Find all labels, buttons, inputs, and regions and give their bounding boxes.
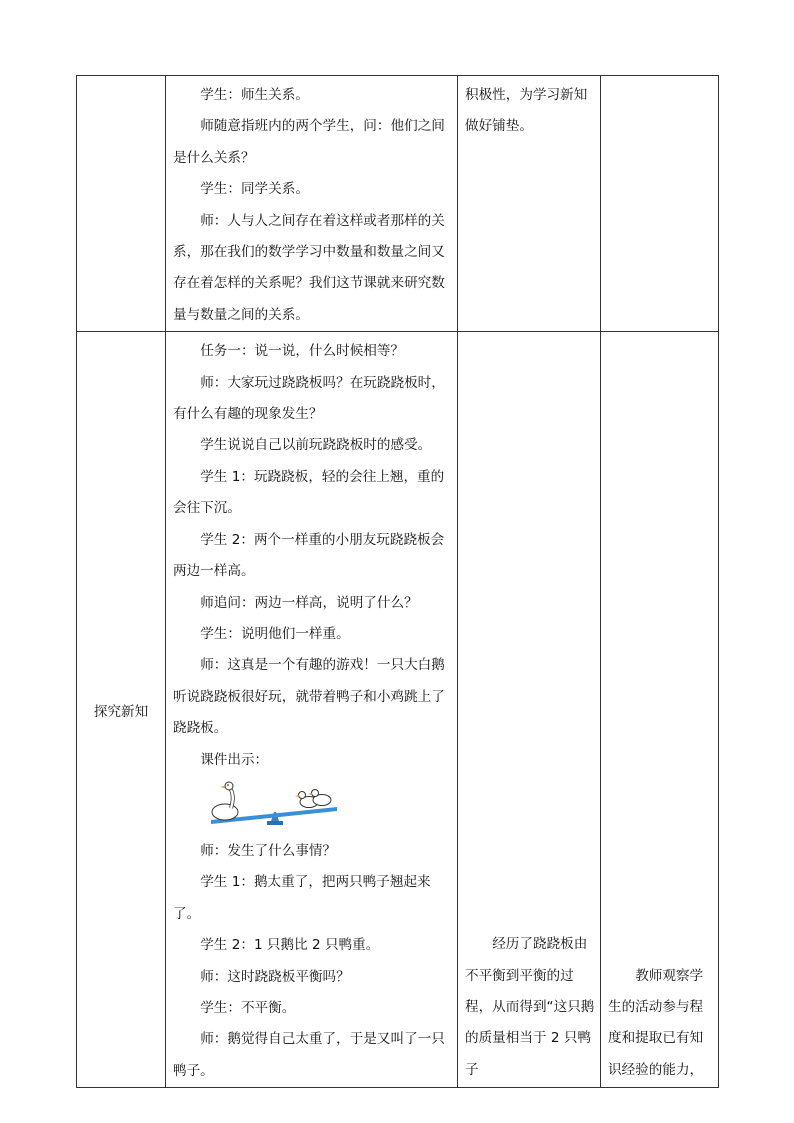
seesaw-illustration: [209, 780, 339, 830]
activity-line: 学生 1：玩跷跷板，轻的会往上翘，重的会往下沉。: [173, 468, 445, 517]
table-row: [77, 76, 719, 332]
intent-text: 积极性，为学习新知做好铺垫。: [465, 87, 588, 135]
notes-cell: [601, 76, 719, 332]
activity-line: 师随意指班内的两个学生，问：他们之间是什么关系？: [173, 118, 445, 166]
activity-line: 学生 1：鹅太重了，把两只鸭子翘起来了。: [173, 874, 431, 922]
activity-line: 学生说说自己以前玩跷跷板时的感受。: [200, 437, 432, 454]
activity-line: 课件出示：: [200, 751, 269, 768]
activity-line: 学生：师生关系。: [200, 87, 309, 103]
activity-line: 师：鹅觉得自己太重了，于是又叫了一只鸭子。: [173, 1031, 445, 1079]
activity-line: 师：发生了什么事情？: [200, 842, 337, 859]
intent-cell: [458, 332, 601, 1088]
activity-line: 学生 2：1 只鹅比 2 只鸭重。: [200, 937, 380, 954]
activity-line: 学生 2：两个一样重的小朋友玩跷跷板会两边一样高。: [173, 531, 445, 580]
activity-line: 师追问：两边一样高，说明了什么？: [200, 594, 418, 611]
stage-cell: [77, 332, 166, 1088]
intent-cell: [458, 76, 601, 332]
goose-icon: [212, 782, 238, 820]
notes-text: 教师观察学生的活动参与程度和提取已有知识经验的能力，: [608, 967, 704, 1078]
activity-cell: [166, 76, 458, 332]
activity-line: 任务一：说一说，什么时候相等？: [200, 343, 405, 360]
activity-line: 学生：说明他们一样重。: [200, 625, 350, 642]
activity-line: 学生：不平衡。: [200, 999, 296, 1016]
activity-cell: [166, 332, 458, 1088]
activity-line: 师：这时跷跷板平衡吗？: [200, 968, 350, 985]
lesson-plan-table: [76, 75, 719, 1088]
table-row: [77, 332, 719, 1088]
activity-line: 师：大家玩过跷跷板吗？在玩跷跷板时，有什么有趣的现象发生？: [173, 374, 445, 423]
activity-line: 学生：同学关系。: [200, 181, 309, 198]
activity-line: 师：这真是一个有趣的游戏！一只大白鹅听说跷跷板很好玩，就带着鸭子和小鸡跳上了跷跷板。: [173, 657, 445, 737]
notes-cell: [601, 332, 719, 1088]
intent-text: 经历了跷跷板由不平衡到平衡的过程，从而得到“这只鹅的质量相当于 2 只鸭子: [465, 936, 595, 1078]
stage-cell: [77, 76, 166, 332]
activity-line: 师：人与人之间存在着这样或者那样的关系，那在我们的数学学习中数量和数量之间又存在着怎样的关系呢？我们这节课就来研究数量与数量之间的关系。: [173, 212, 445, 323]
stage-label: 探究新知: [93, 703, 149, 720]
